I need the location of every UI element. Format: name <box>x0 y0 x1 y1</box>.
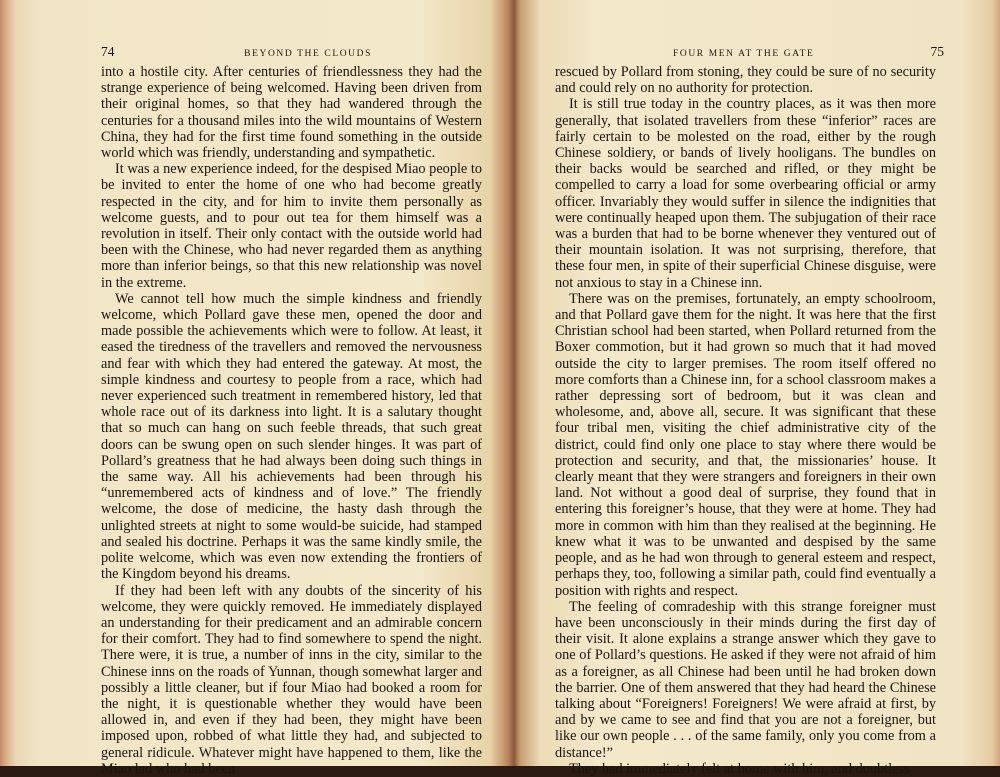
paragraph: It is still true today in the country places, as it was then more generally, that isolated travellers from these “inferior” races are fairly certain to be molested on the road, either by the rough Chinese soldiery, or bands of lively hooligans. The bundles on their backs would be searched and rifled, or they might be compelled to carry a load for some overbearing official or army officer. Invariably they would suffer in silence the indignities that were continually heaped upon them. The subjugation of their race was a burden that had to be borne whenever they ventured out of their mountain isolation. It was not surprising, therefore, that these four men, in spite of their superficial Chinese disguise, were not anxious to stay in a Chinese inn. <box>555 96 936 291</box>
running-head: BEYOND THE CLOUDS <box>244 49 372 59</box>
right-page-body <box>555 64 944 777</box>
paragraph: It was a new experience indeed, for the despised Miao people to be invited to enter the home of one who had become greatly respected in the city, and for him to invite them personally as welcome guests, and to pour out tea for them himself was a revolution in itself. Their only contact with the outside world had been with the Chinese, who had never regarded them as anything more than inferior beings, so that this new relationship was novel in the extreme. <box>101 161 482 291</box>
paragraph: If they had been left with any doubts of the sincerity of his welcome, they were quickly removed. He immediately displayed an understanding for their predicament and an admirable concern for their comfort. They had to find somewhere to spend the night. There were, it is true, a number of inns in the city, similar to the Chinese inns on the roads of Yunnan, though somewhat larger and possibly a little cleaner, but if four Miao had booked a room for the night, it is questionable whether they would have been allowed in, and even if they had been, they might have been imposed upon, robbed of what little they had, and subjected to general ridicule. Whatever might have happened to them, like the Miao lad who had been <box>101 582 482 777</box>
paragraph: We cannot tell how much the simple kindness and friendly welcome, which Pollard gave these men, opened the door and made possible the achievements which were to follow. At least, it eased the tiredness of the travellers and removed the nervousness and fear with which they had entered the gateway. At most, the simple kindness and courtesy to people from a race, which had never experienced such treatment in remembered history, led that whole race out of its darkness into light. It is a salutary thought that so much can hang on such feeble threads, that such great doors can be swung open on such slender hinges. It was part of Pollard’s greatness that he had always been doing such things in the same way. All his achievements had been through his “unremembered acts of kindness and of love.” The friendly welcome, the dose of medicine, the hasty dash through the unlighted streets at night to some would-be suicide, had stamped and sealed his doctrine. Perhaps it was the same kindly smile, the polite welcome, which was even now extending the frontiers of the Kingdom beyond his dreams. <box>101 290 482 583</box>
paragraph: The feeling of comradeship with this strange foreigner must have been unconsciously in their minds during the first day of their visit. It alone explains a strange answer which they gave to one of Pollard’s questions. He asked if they were not afraid of him as a foreigner, as all Chinese had been until he had broken down the barrier. One of them answered that they had heard the Chinese talking about “Foreigners! Foreigners! We were afraid at first, by and by we came to see and find that you are not a foreigner, but like our own people . . . of the same family, only you come from a distance!” <box>555 598 936 761</box>
right-page-header <box>555 44 944 64</box>
paragraph: into a hostile city. After centuries of friendlessness they had the strange experience of being welcomed. Having been driven from their original homes, so that they had wandered through the centuries for a thousand miles into the wild mountains of Western China, they had for the first time found something in the outside world which was friendly, understanding and sympathetic. <box>101 64 482 162</box>
running-head: FOUR MEN AT THE GATE <box>673 49 815 59</box>
page-number: 74 <box>101 44 115 59</box>
paragraph: rescued by Pollard from stoning, they could be sure of no security and could rely on no authority for protection. <box>555 64 936 97</box>
right-page <box>514 0 1000 777</box>
page-number: 75 <box>930 44 944 59</box>
paragraph: There was on the premises, fortunately, an empty schoolroom, and that Pollard gave them for the night. It was here that the first Christian school had been started, when Pollard returned from the Boxer commotion, but it had grown so much that it had moved outside the city to larger premises. The room itself offered no more comforts than a Chinese inn, for a school classroom makes a rather depressing sort of bedroom, but it was clean and wholesome, and, above all, secure. It was significant that these four tribal men, visiting the chief administrative city of the district, could find only one place to stay where there would be protection and security, and that, the missionaries’ house. It clearly meant that they were strangers and foreigners in their own land. Not without a good deal of surprise, they found that in entering this foreigner’s house, that they were at home. They had more in common with him than they realised at the beginning. He knew what it was to be unwanted and despised by the same people, and as he had won through to general esteem and respect, perhaps they, too, following a similar path, could find eventually a position with rights and respect. <box>555 290 936 599</box>
left-page-header <box>101 44 490 64</box>
paragraph: They had immediately felt at home with him, and doubtless <box>569 760 910 777</box>
left-page-body <box>101 64 490 777</box>
